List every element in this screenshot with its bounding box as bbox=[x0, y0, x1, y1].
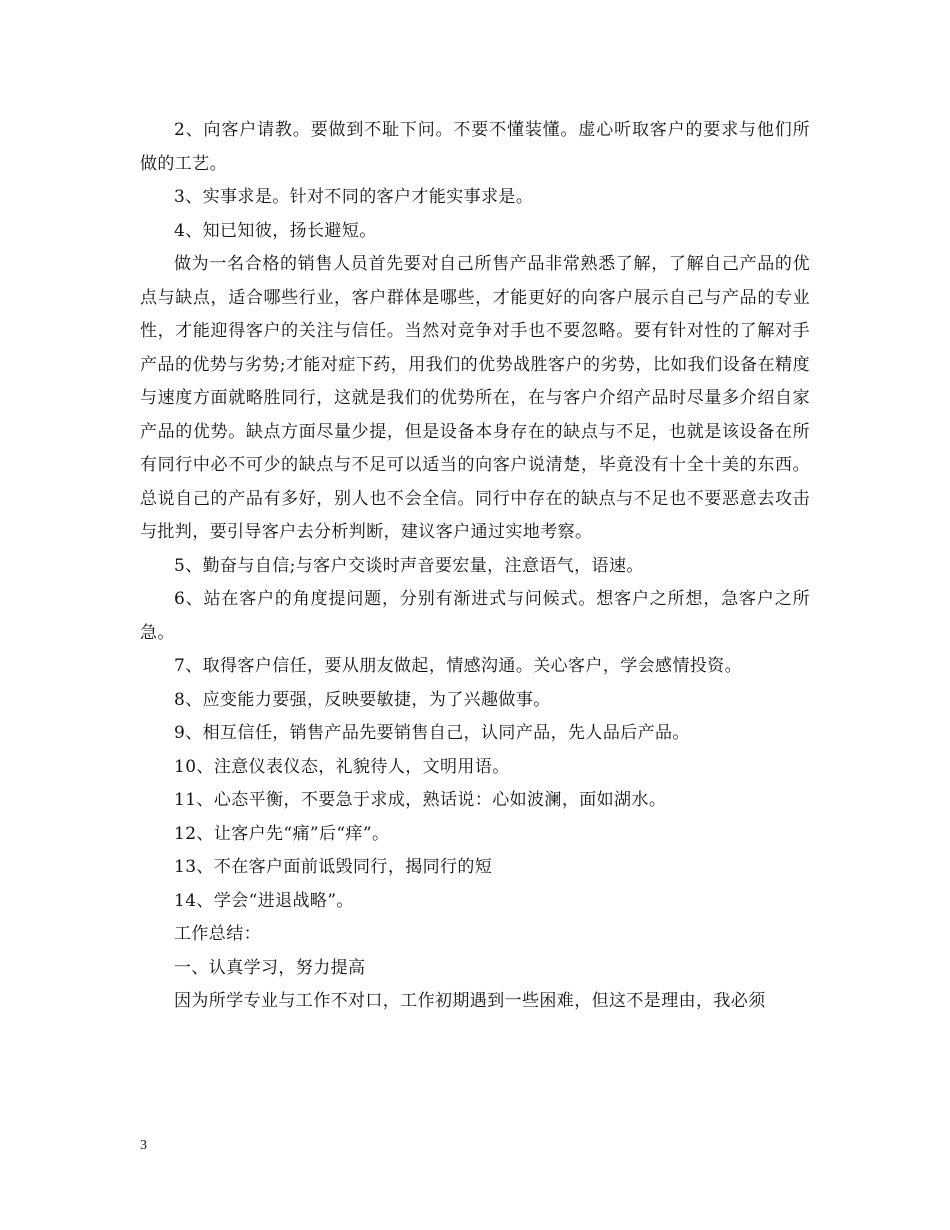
paragraph-item-6: 6、站在客户的角度提问题，分别有渐进式与问候式。想客户之所想，急客户之所急。 bbox=[140, 589, 810, 643]
section-heading-work-summary: 工作总结： bbox=[174, 924, 261, 944]
paragraph-item-11: 11、心态平衡，不要急于求成，熟话说：心如波澜，面如湖水。 bbox=[174, 790, 667, 810]
document-body bbox=[140, 114, 810, 1019]
paragraph-item-13: 13、不在客户面前诋毁同行，揭同行的短 bbox=[174, 857, 493, 877]
paragraph-product-knowledge: 做为一名合格的销售人员首先要对自己所售产品非常熟悉了解，了解自己产品的优点与缺点，适合哪些行业，客户群体是哪些，才能更好的向客户展示自己与产品的专业性，才能迎得客户的关注与信任。当然对竞争对手也不要忽略。要有针对性的了解对手产品的优势与劣势;才能对症下药，用我们的优势战胜客户的劣势，比如我们设备在精度与速度方面就略胜同行，这就是我们的优势所在，在与客户介绍产品时尽量多介绍自家产品的优势。缺点方面尽量少提，但是设备本身存在的缺点与不足，也就是该设备在所有同行中必不可少的缺点与不足可以适当的向客户说清楚，毕竟没有十全十美的东西。总说自己的产品有多好，别人也不会全信。同行中存在的缺点与不足也不要恶意去攻击与批判，要引导客户去分析判断，建议客户通过实地考察。 bbox=[140, 254, 810, 542]
paragraph-item-14: 14、学会“进退战略”。 bbox=[174, 890, 354, 911]
paragraph-item-4: 4、知已知彼，扬长避短。 bbox=[174, 220, 377, 241]
paragraph-item-8: 8、应变能力要强，反映要敏捷，为了兴趣做事。 bbox=[174, 689, 551, 710]
paragraph-item-9: 9、相互信任，销售产品先要销售自己，认同产品，先人品后产品。 bbox=[174, 723, 690, 743]
paragraph-item-12: 12、让客户先“痛”后“痒”。 bbox=[174, 823, 390, 844]
paragraph-item-10: 10、注意仪表仪态，礼貌待人，文明用语。 bbox=[174, 756, 510, 777]
paragraph-learning-intro: 因为所学专业与工作不对口，工作初期遇到一些困难，但这不是理由，我必须 bbox=[174, 991, 766, 1011]
page-number: 3 bbox=[140, 1138, 147, 1153]
paragraph-item-7: 7、取得客户信任，要从朋友做起，情感沟通。关心客户，学会感情投资。 bbox=[174, 656, 743, 676]
paragraph-item-3: 3、实事求是。针对不同的客户才能实事求是。 bbox=[174, 187, 534, 207]
subsection-heading-learning: 一、认真学习，努力提高 bbox=[174, 957, 366, 978]
paragraph-item-5: 5、勤奋与自信;与客户交谈时声音要宏量，注意语气，语速。 bbox=[174, 555, 644, 576]
paragraph-item-2: 2、向客户请教。要做到不耻下问。不要不懂装懂。虚心听取客户的要求与他们所做的工艺。 bbox=[140, 120, 810, 174]
